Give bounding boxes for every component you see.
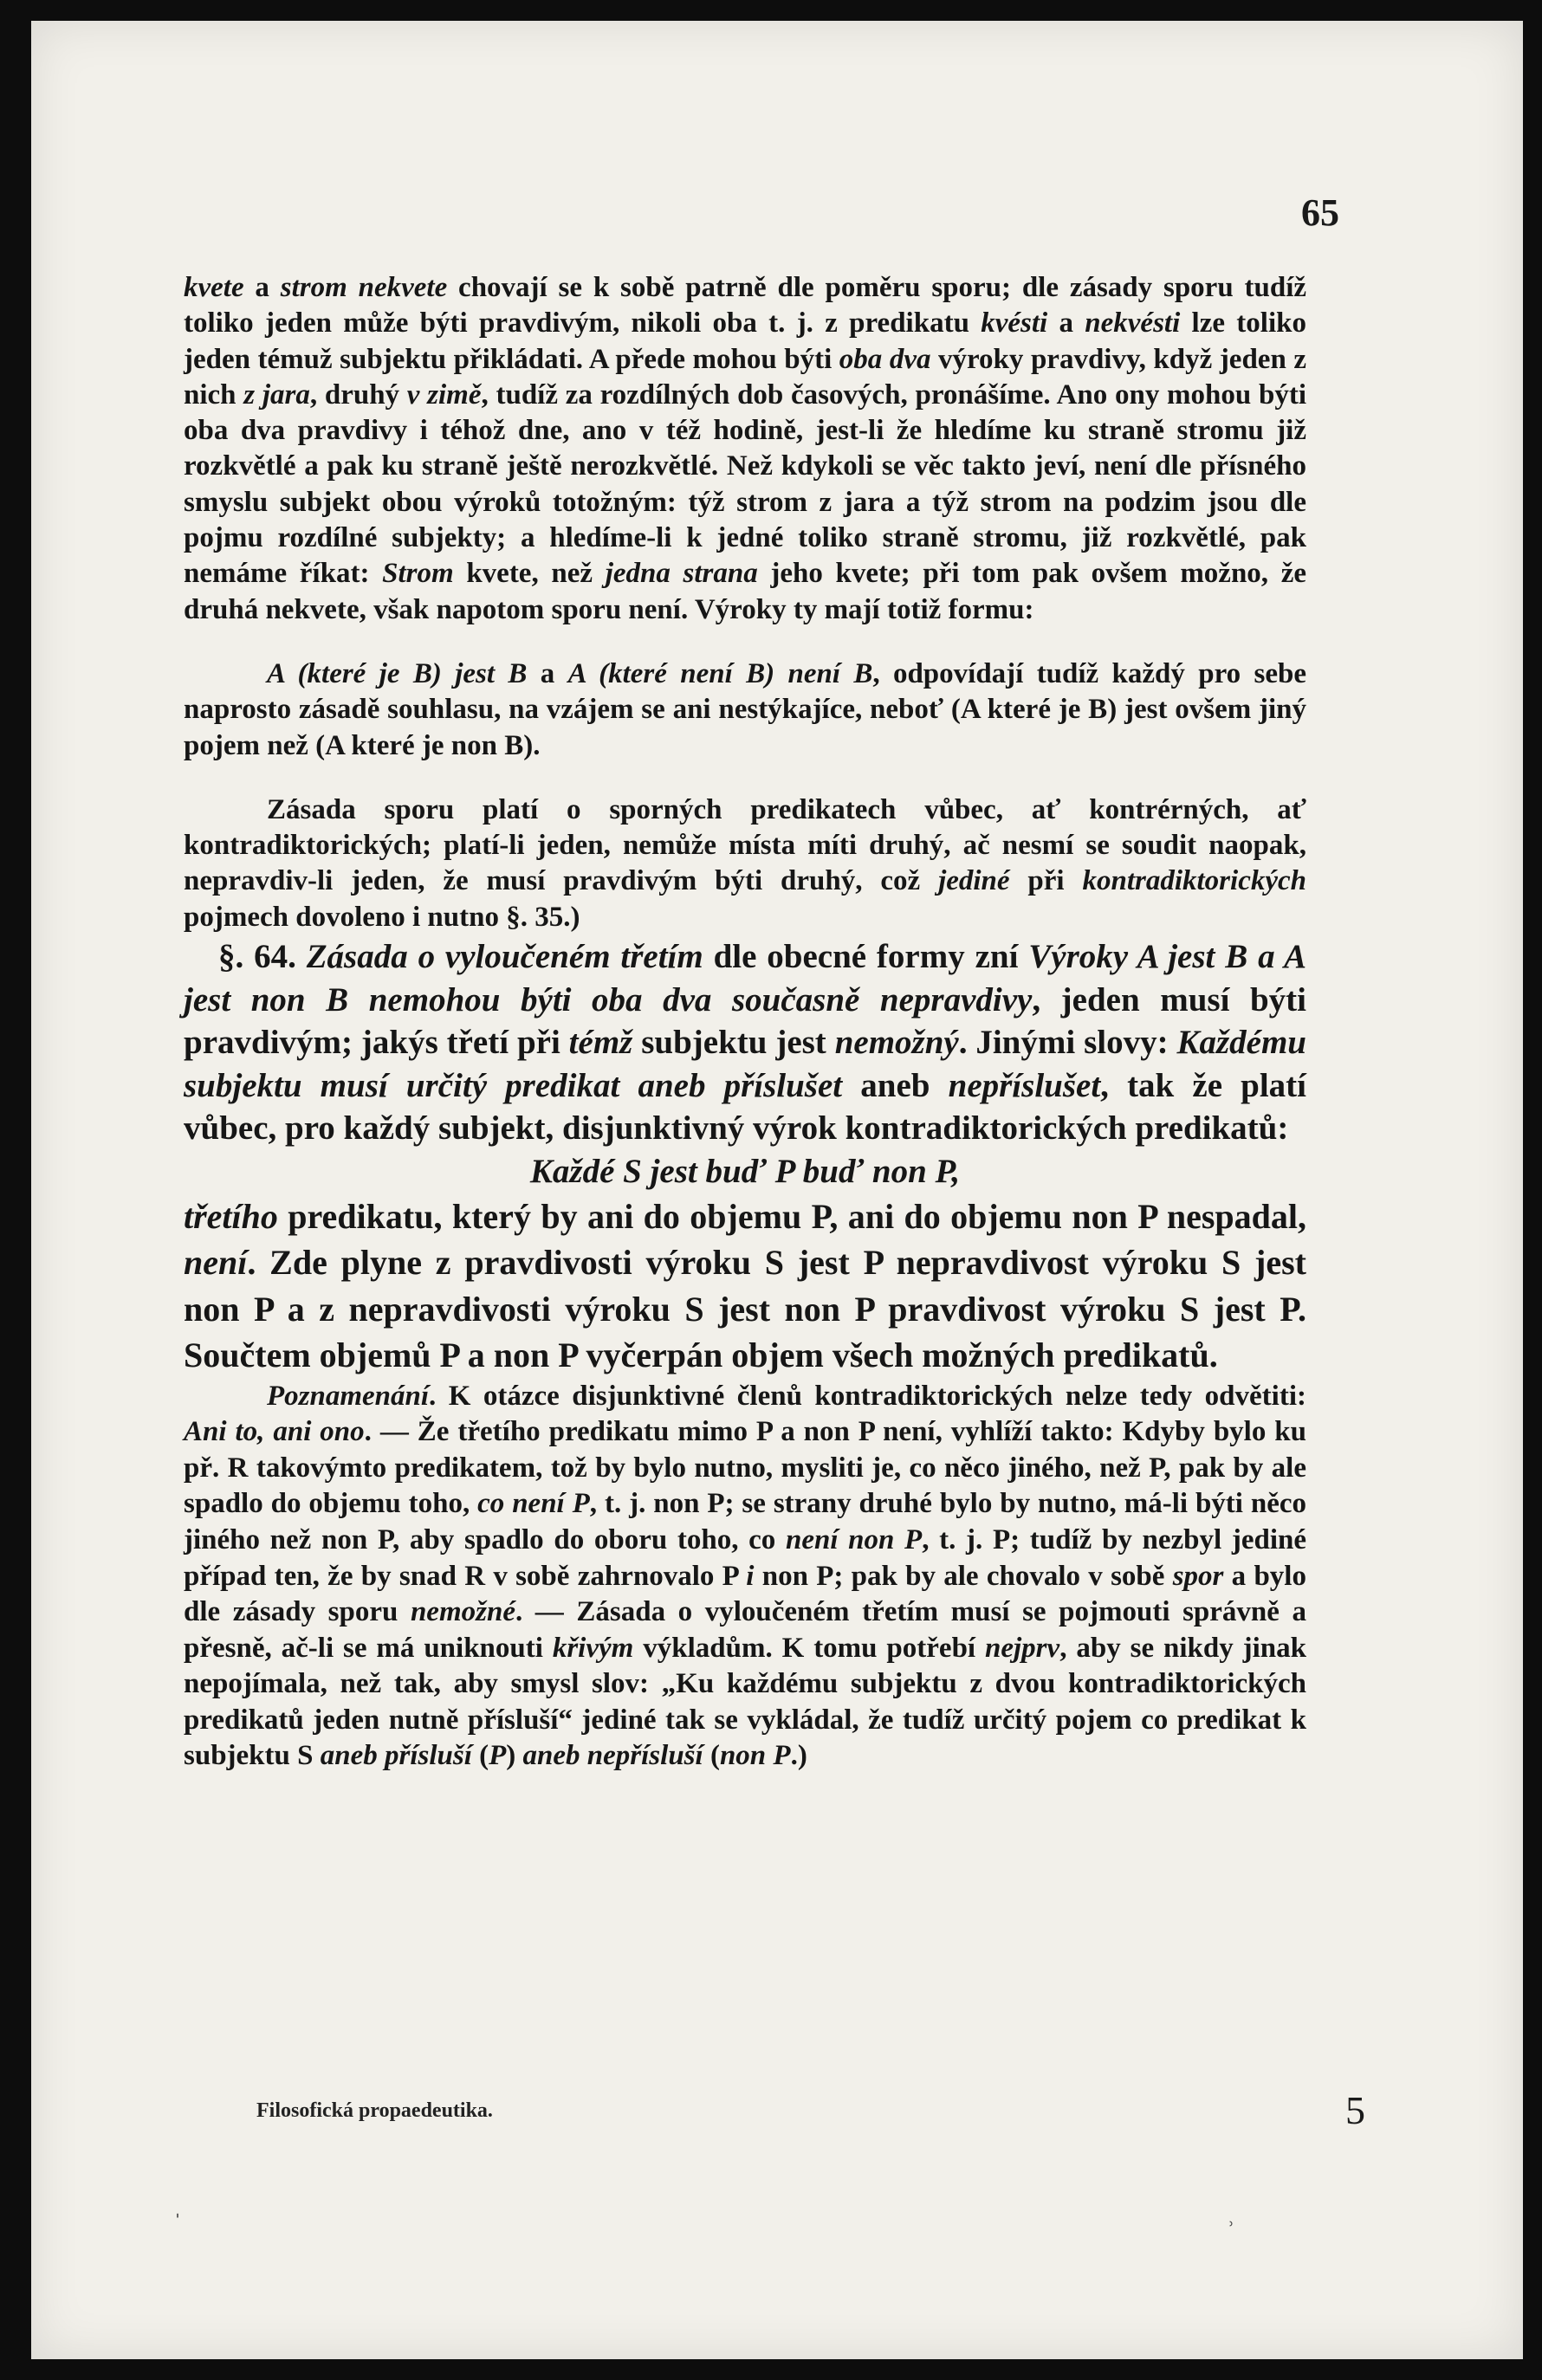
text-run: lze toliko jeden témuž subjektu přikládati. A přede mohou býti <box>184 307 1306 375</box>
text-run: nepříslušet <box>948 1066 1101 1104</box>
text-run: z jara <box>243 378 310 411</box>
text-run: nejprv <box>985 1632 1060 1664</box>
signature-mark: 5 <box>1345 2088 1365 2132</box>
paragraph-5 <box>184 1193 1306 1379</box>
text-run: , druhý <box>309 378 407 411</box>
text-run: .) <box>790 1740 807 1772</box>
text-run: a bylo dle zásady sporu <box>184 1560 1306 1628</box>
text-run: v zimě <box>406 378 482 411</box>
text-run: není non P <box>785 1523 923 1555</box>
text-run: kvete, než <box>453 558 606 590</box>
text-run: výroky pravdivy, když jeden z nich <box>184 343 1306 411</box>
text-run: non P <box>719 1740 791 1772</box>
page-text <box>184 270 1306 1775</box>
text-run: a <box>527 657 568 689</box>
text-run: . — Zásada o vyloučeném třetím musí se pojmouti správně a přesně, ač-li se má uniknouti <box>184 1596 1306 1664</box>
text-run: při <box>1009 865 1083 897</box>
text-run: strom nekvete <box>280 272 448 303</box>
text-run: kvésti <box>981 307 1048 340</box>
text-run: i <box>746 1560 755 1592</box>
text-run: třetího <box>184 1196 278 1236</box>
text-run: nemožný <box>834 1024 959 1062</box>
text-run: křivým <box>552 1632 634 1664</box>
text-run: . K otázce disjunktivné členů kontradiktorických nelze tedy odvětiti: <box>429 1380 1306 1412</box>
text-run: jedna strana <box>605 558 758 590</box>
stray-mark: ˒ <box>1227 2205 1235 2234</box>
text-run: není <box>184 1243 248 1283</box>
page-footer <box>256 2087 1365 2148</box>
section-64 <box>184 935 1306 1150</box>
text-run: spor <box>1172 1560 1224 1592</box>
text-run: Zásada sporu platí o sporných predikatech vůbec, ať kontrérných, ať kontradiktorických; platí-li jeden, nemůže místa míti druhý, ač nesmí se soudit naopak, nepravdiv-li jeden, že musí pravdivým býti druhý, což <box>184 793 1306 897</box>
note-paragraph <box>184 1379 1306 1775</box>
text-run: kvete <box>184 272 244 303</box>
text-run: Ani to, ani ono <box>184 1416 365 1448</box>
text-run: , t. j. non P; se strany druhé bylo by nutno, má-li býti něco jiného než non P, aby spadlo do oboru toho, co <box>184 1488 1307 1555</box>
text-run: , aby se nikdy jinak nepojímala, než tak, aby smysl slov: „Ku každému subjektu z dvou kontradiktorických predikatů jeden nutně přísluší“ jediné tak se vykládal, že tudíž určitý pojem co predikat k subjektu S <box>184 1632 1307 1772</box>
text-run: . — Že třetího predikatu mimo P a non P není, vyhlíží takto: Kdyby bylo ku př. R takovýmto predikatem, tož by bylo nutno, mysliti je, co něco jiného, než P, pak by ale spadlo do objemu toho, <box>184 1416 1306 1520</box>
text-run: oba dva <box>839 343 931 375</box>
text-run: a <box>243 272 281 303</box>
text-run: Poznamenání <box>267 1380 430 1412</box>
text-run: kontradiktorických <box>1082 865 1306 897</box>
text-run: , jeden musí býti pravdivým; jakýs třetí při <box>184 980 1306 1062</box>
disjunctive-formula: Každé S jest buď P buď non P, <box>529 1152 961 1190</box>
text-run: výkladům. K tomu potřebí <box>633 1632 986 1664</box>
text-run: , odpovídají tudíž každý pro sebe naprosto zásadě souhlasu, na vzájem se ani nestýkajíce, neboť (A které je B) jest ovšem jiný pojem než (A které je non B). <box>184 657 1306 761</box>
text-run: chovají se k sobě patrně dle poměru sporu; dle zásady sporu tudíž toliko jeden může býti pravdivým, nikoli oba t. j. z predikatu <box>184 272 1307 340</box>
stray-mark: ˌ <box>173 2189 182 2218</box>
text-run: predikatu, který by ani do objemu P, ani do objemu non P nespadal, <box>277 1196 1306 1236</box>
text-run: ) <box>506 1740 523 1772</box>
footer-book-title: Filosofická propaedeutika. <box>256 2099 493 2122</box>
text-run: nekvésti <box>1085 307 1181 340</box>
text-run: , t. j. P; tudíž by nezbyl jediné případ ten, že by snad R v sobě zahrnovalo P <box>184 1523 1306 1592</box>
text-run: P <box>489 1740 507 1772</box>
text-run: nemožné <box>410 1596 515 1628</box>
text-run: §. 64. <box>218 938 307 976</box>
text-run: co není P <box>477 1488 590 1520</box>
text-run: Každému subjektu musí určitý predikat aneb příslušet <box>184 1024 1306 1104</box>
paragraph-1 <box>184 270 1306 628</box>
text-run: A (které není B) není B <box>567 657 873 689</box>
text-run: aneb přísluší <box>320 1740 472 1772</box>
paragraph-2 <box>184 656 1306 764</box>
text-run: subjektu jest <box>632 1024 835 1062</box>
text-run: a <box>1047 307 1085 340</box>
page-number: 65 <box>1301 191 1339 234</box>
text-run: non P; pak by ale chovalo v sobě <box>754 1560 1173 1592</box>
text-run: pojmech dovoleno i nutno §. 35.) <box>184 901 580 933</box>
text-run: . Jinými slovy: <box>958 1024 1177 1062</box>
text-run: Strom <box>382 558 454 590</box>
text-run: ( <box>471 1740 489 1772</box>
text-run: , tudíž za rozdílných dob časových, pronášíme. Ano ony mohou býti oba dva pravdivy i téhož dne, ano v též hodině, jest-li že hledíme ku straně stromu již rozkvětlé a pak ku straně ještě nerozkvětlé. Než kdykoli se věc takto jeví, není dle přísného smyslu subjekt obou výroků totožným: týž strom z jara a týž strom na podzim jsou dle pojmu rozdílné subjekty; a hledíme-li k jedné toliko straně stromu, již rozkvětlé, pak nemáme říkat: <box>184 378 1306 590</box>
text-run: témž <box>568 1024 633 1062</box>
text-run: , tak že platí vůbec, pro každý subjekt, disjunktivný výrok kontradiktorických predikatů: <box>184 1066 1306 1148</box>
text-run: aneb <box>842 1066 949 1104</box>
text-run: Zásada o vyloučeném třetím <box>306 938 703 976</box>
text-run: ( <box>703 1740 720 1772</box>
book-page <box>31 21 1523 2359</box>
text-run: A (které je B) jest B <box>267 657 528 689</box>
text-run: jediné <box>938 865 1010 897</box>
text-run: . Zde plyne z pravdivosti výroku S jest P nepravdivost výroku S jest non P a z nepravdivosti výroku S jest non P pravdivost výroku S jest P. Součtem objemů P a non P vyčerpán objem všech možných predikatů. <box>184 1243 1306 1375</box>
paragraph-3 <box>184 792 1306 935</box>
text-run: dle obecné formy zní <box>703 938 1029 976</box>
text-run: jeho kvete; při tom pak ovšem možno, že druhá nekvete, však napotom sporu není. Výroky ty mají totiž formu: <box>184 558 1307 625</box>
text-run: aneb nepřísluší <box>522 1740 703 1772</box>
text-run: Výroky A jest B a A jest non B nemohou býti oba dva současně nepravdivy <box>184 938 1307 1019</box>
